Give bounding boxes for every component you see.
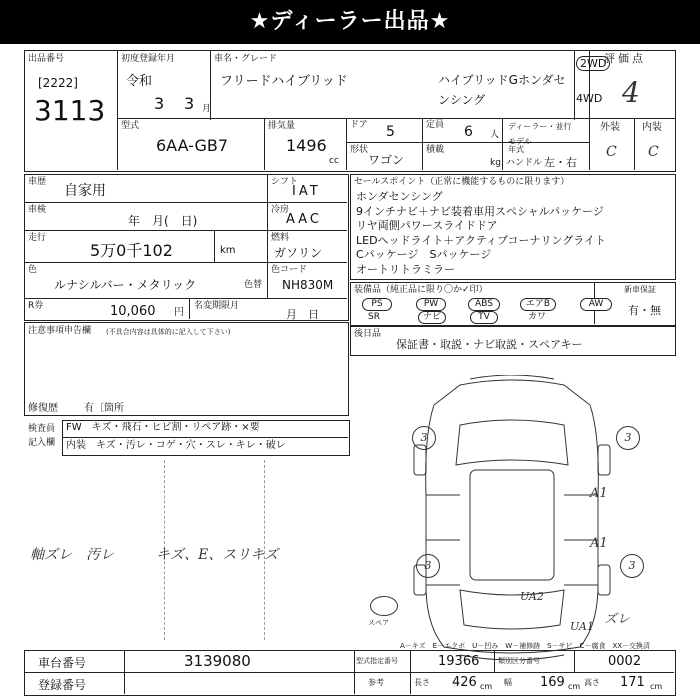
reg-label: 初度登録年月	[121, 54, 176, 64]
r-value: 10,060	[110, 304, 156, 319]
handle-label: ハンドル	[506, 158, 543, 168]
exterior-value: C	[606, 144, 617, 160]
equip-airbag: エアB	[520, 298, 556, 311]
mileage-unit: km	[220, 245, 236, 256]
lot-sub: [2222]	[38, 76, 78, 90]
interior-value: C	[648, 144, 659, 160]
shape-value: ワゴン	[368, 153, 405, 167]
inspector-label-1: 検査員	[28, 424, 56, 434]
spare-tire-icon	[370, 596, 398, 616]
reg-era: 令和	[126, 74, 153, 89]
lot-number: 3113	[34, 94, 106, 127]
fuel-value: ガソリン	[274, 246, 323, 260]
equip-tv: TV	[470, 311, 498, 324]
damage-legend: A－キズ E－エクボ U－凹み W－補修跡 S－サビ C－腐食 XX－交換済	[400, 642, 651, 650]
damage-mark: 3	[416, 554, 440, 578]
score-label: 評価点	[604, 52, 646, 65]
selling-point: オートリトラミラー	[356, 262, 455, 276]
after-value: 保証書・取説・ナビ取説・スペアキー	[396, 338, 583, 351]
exterior-label: 外装	[600, 122, 620, 133]
auction-sheet	[24, 50, 676, 695]
lot-label: 出品番号	[28, 54, 65, 64]
new-car-value: 有・無	[628, 304, 661, 317]
reg-month-unit: 月	[202, 104, 212, 114]
equip-aw: AW	[580, 298, 612, 311]
color-code-value: NH830M	[282, 278, 334, 292]
score-value: 4	[622, 76, 640, 109]
color-code-label: 色コード	[271, 265, 308, 275]
class-label: 類別区分番号	[498, 657, 540, 665]
ac-label: 冷房	[271, 205, 290, 215]
selling-title: セールスポイント（正常に機能するものに限ります）	[354, 177, 570, 187]
notes-title: 注意事項申告欄	[28, 326, 92, 336]
model-name: フリードハイブリッド	[220, 74, 348, 89]
page-banner: ★ディーラー出品★	[0, 0, 700, 44]
transfer-label: 名変期限月	[194, 301, 240, 311]
damage-mark: ズレ	[604, 612, 631, 627]
cap-unit: 人	[490, 130, 500, 140]
type-value: 6AA-GB7	[156, 136, 229, 155]
door-label: ドア	[350, 120, 368, 130]
dealer-label: ディーラー・並行	[508, 122, 572, 131]
reg-year: 3	[154, 94, 165, 113]
mileage-value: 5万0千102	[90, 241, 173, 260]
handwritten-note: 軸ズレ 汚レ キズ、E、スリキズ	[30, 547, 279, 563]
model-year-label: モデル年式	[508, 137, 532, 154]
load-unit: kg	[490, 158, 501, 168]
model-label: 車名・グレード	[214, 54, 278, 64]
damage-mark: A1	[590, 486, 608, 501]
usage-value: 自家用	[64, 183, 106, 199]
hei-unit: cm	[650, 682, 663, 691]
history-label: 車歴	[28, 177, 47, 187]
type-cat-value: 19366	[438, 654, 480, 669]
color-label: 色	[28, 265, 38, 275]
len-value: 426	[452, 675, 477, 690]
wid-label: 幅	[504, 678, 512, 687]
disp-label: 排気量	[268, 121, 296, 131]
drive-2wd: 2WD	[576, 56, 610, 71]
notes-sub: (不具合内容は具体的に記入して下さい)	[106, 328, 231, 336]
selling-point: リヤ両側パワースライドドア	[356, 219, 498, 232]
disp-value: 1496	[286, 136, 327, 155]
new-car-label: 新車保証	[624, 285, 656, 294]
mileage-label: 走行	[28, 233, 47, 243]
equip-pw: PW	[416, 298, 446, 311]
fuel-label: 燃料	[271, 233, 290, 243]
load-label: 積載	[426, 145, 445, 155]
type-label: 型式	[121, 121, 140, 131]
damage-mark: A1	[590, 536, 608, 551]
class-value: 0002	[608, 654, 642, 669]
inspection-value: 年 月( 日)	[128, 214, 198, 228]
damage-mark: UA1	[570, 620, 594, 633]
car-damage-diagram	[400, 375, 624, 660]
repair-label: 修復歴	[28, 403, 58, 414]
repair-value: 有〔箇所	[84, 403, 124, 414]
selling-point: 9インチナビ＋ナビ装着車用スペシャルパッケージ	[356, 204, 604, 218]
r-unit: 円	[174, 307, 184, 318]
interior-label: 内装	[642, 122, 662, 133]
len-label: 長さ	[414, 678, 430, 687]
equipment-title: 装備品（純正品に限り〇か✓印）	[354, 285, 488, 295]
inspector-row-1: FW キズ・飛石・ヒビ割・リペア跡・×要	[66, 422, 260, 433]
handle-value: 左・右	[544, 156, 577, 169]
hei-value: 171	[620, 675, 645, 690]
disp-unit: cc	[329, 156, 339, 166]
selling-point: Cパッケージ Sパッケージ	[356, 248, 492, 261]
transfer-value: 月 日	[286, 308, 319, 321]
spare-label: スペア	[368, 619, 389, 627]
equip-navi: ナビ	[418, 311, 446, 324]
ac-value: AAC	[286, 212, 322, 227]
reg-number-label: 登録番号	[38, 678, 87, 692]
door-value: 5	[386, 124, 395, 140]
shift-value: IAT	[292, 184, 321, 199]
wid-unit: cm	[568, 682, 581, 691]
len-unit: cm	[480, 682, 493, 691]
hei-label: 高さ	[584, 678, 600, 687]
chassis-value: 3139080	[184, 652, 251, 670]
r-label: R券	[28, 301, 44, 311]
equip-ps: PS	[362, 298, 392, 311]
equip-leather: カワ	[528, 312, 547, 322]
chassis-label: 車台番号	[38, 656, 87, 670]
inspection-label: 車検	[28, 205, 47, 215]
shift-label: シフト	[271, 177, 299, 187]
cap-label: 定員	[426, 120, 445, 130]
selling-list	[356, 190, 672, 277]
equip-abs: ABS	[468, 298, 500, 311]
color-change-label: 色替	[244, 280, 263, 290]
damage-mark: 3	[412, 426, 436, 450]
wid-value: 169	[540, 675, 565, 690]
cap-value: 6	[464, 124, 473, 140]
inspector-label-2: 記入欄	[28, 438, 56, 448]
damage-mark: 3	[620, 554, 644, 578]
color-value: ルナシルバー・メタリック	[54, 278, 197, 292]
after-title: 後日品	[354, 329, 382, 339]
type-cat-label: 型式指定番号	[356, 657, 398, 665]
reg-month: 3	[184, 94, 195, 113]
shape-label: 形状	[350, 145, 369, 155]
damage-mark: UA2	[520, 590, 544, 603]
damage-mark: 3	[616, 426, 640, 450]
inspector-row-2: 内装 キズ・汚レ・コゲ・穴・スレ・キレ・破レ	[66, 440, 286, 451]
grade: ハイブリッドGホンダセンシング	[438, 73, 566, 107]
selling-point: LEDヘッドライト＋アクティブコーナリングライト	[356, 233, 606, 247]
equip-sr: SR	[368, 312, 380, 322]
selling-point: ホンダセンシング	[356, 190, 443, 203]
drive-4wd: 4WD	[576, 92, 603, 105]
ref-label: 参考	[368, 678, 384, 687]
